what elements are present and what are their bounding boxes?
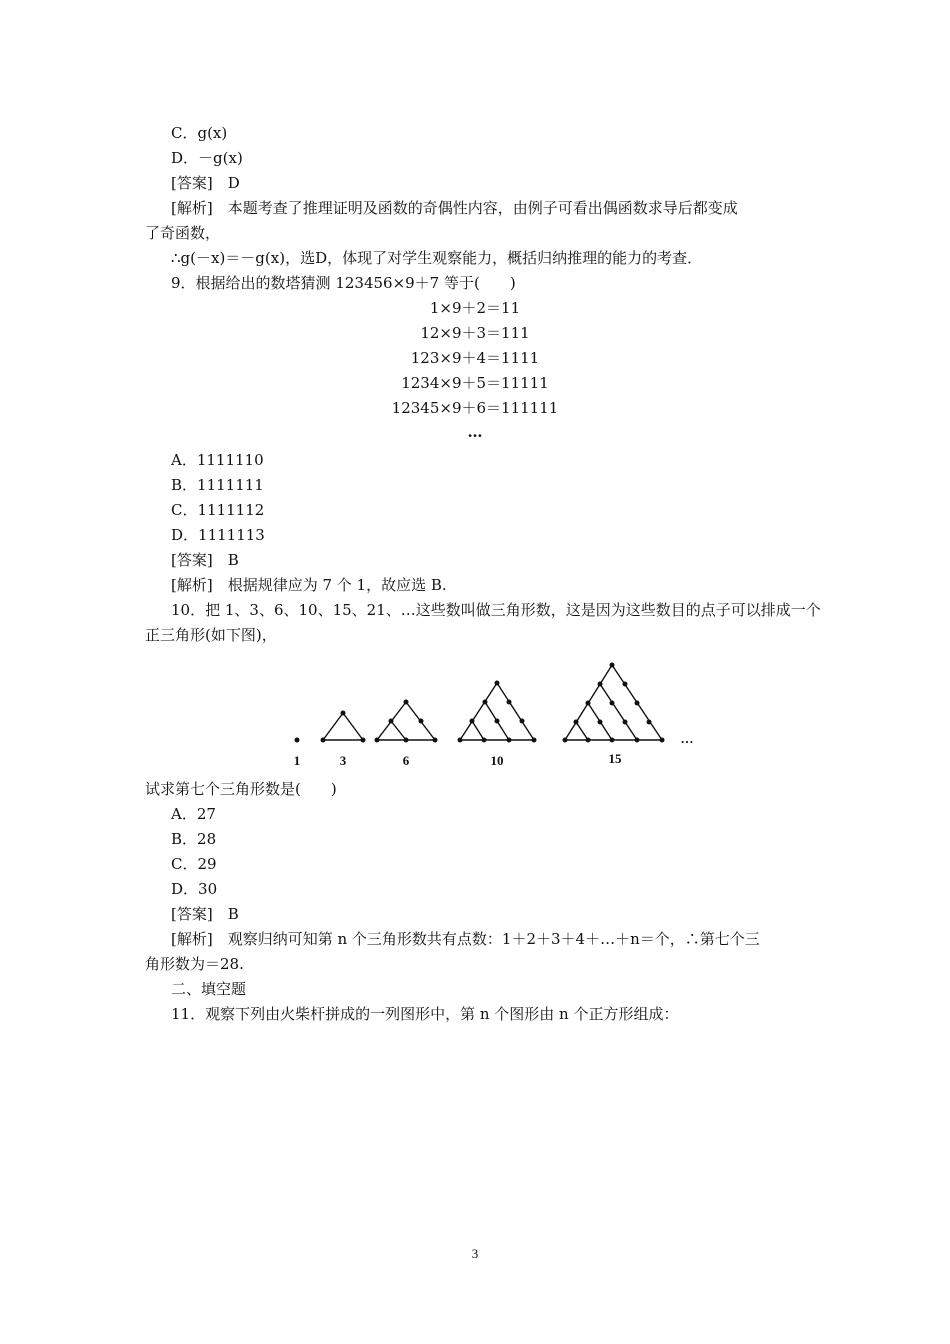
figure-label-1: 1: [293, 753, 301, 768]
q8-option-d: D．－g(x): [171, 149, 243, 167]
q10-option-b: B．28: [171, 830, 217, 848]
q10-option-a: A．27: [171, 805, 216, 823]
triangular-numbers-figure: [285, 655, 705, 770]
dot: [389, 719, 394, 724]
figure-ellipsis: …: [680, 731, 694, 746]
q9-stem: 9．根据给出的数塔猜测 123456×9＋7 等于( ): [171, 274, 516, 292]
q9-answer: [答案] B: [171, 551, 239, 569]
q9-option-d: D．1111113: [171, 526, 265, 544]
dot: [598, 720, 603, 725]
dot: [610, 701, 615, 706]
triangle-15-inner-line: [600, 684, 637, 740]
triangle-3-outline: [323, 713, 363, 740]
dot: [458, 738, 463, 743]
q10-option-d: D．30: [171, 880, 218, 898]
dot: [647, 720, 652, 725]
dot: [295, 738, 300, 743]
q9-tower-row: 1234×9＋5＝11111: [401, 374, 549, 392]
dot: [610, 738, 615, 743]
page-number: 3: [471, 1246, 479, 1261]
dot: [495, 719, 500, 724]
dot: [375, 738, 380, 743]
q9-option-c: C．1111112: [171, 501, 265, 519]
dot: [341, 711, 346, 716]
dot: [433, 738, 438, 743]
dot: [495, 681, 500, 686]
triangle-6-outline: [377, 702, 435, 740]
q10-option-c: C．29: [171, 855, 217, 873]
triangle-10-inner-line: [472, 721, 484, 740]
dot: [507, 738, 512, 743]
q9-option-a: A．1111110: [171, 451, 264, 469]
q9-tower-ellipsis: …: [467, 423, 483, 441]
dot: [610, 663, 615, 668]
q9-tower-row: 1×9＋2＝11: [429, 299, 521, 317]
dot: [470, 719, 475, 724]
figure-label-10: 10: [490, 753, 504, 768]
q10-analysis-line1: [解析] 观察归纳可知第 n 个三角形数共有点数：1＋2＋3＋4＋…＋n＝个，∴第七个三: [171, 930, 760, 948]
q9-tower-row: 12×9＋3＝111: [420, 324, 530, 342]
q10-stem-line2: 正三角形(如下图)，: [145, 626, 277, 644]
dot: [419, 719, 424, 724]
q10-stem-line1: 10．把 1、3、6、10、15、21、…这些数叫做三角形数，这是因为这些数目的点子可以排成一个: [171, 601, 821, 619]
figure-label-3: 3: [339, 753, 347, 768]
dot: [635, 701, 640, 706]
q8-option-c: C．g(x): [171, 124, 228, 142]
dot: [361, 738, 366, 743]
dot: [404, 700, 409, 705]
dot: [520, 719, 525, 724]
dot: [660, 738, 665, 743]
dot: [321, 738, 326, 743]
dot: [623, 720, 628, 725]
dot: [404, 738, 409, 743]
triangle-10-outline: [460, 683, 534, 740]
q8-answer: [答案] D: [171, 174, 240, 192]
triangle-6-inner-line: [391, 721, 406, 740]
q9-tower-row: 123×9＋4＝1111: [410, 349, 540, 367]
q9-tower-row: 12345×9＋6＝111111: [391, 399, 559, 417]
q8-analysis-line2: 了奇函数，: [145, 224, 221, 242]
dot: [532, 738, 537, 743]
q10-question: 试求第七个三角形数是( ): [145, 780, 337, 798]
dot: [507, 700, 512, 705]
q10-analysis-line2: 角形数为＝28.: [145, 955, 244, 973]
dot: [598, 682, 603, 687]
dot: [482, 738, 487, 743]
figure-label-15: 15: [608, 751, 622, 766]
q9-analysis: [解析] 根据规律应为 7 个 1，故应选 B.: [171, 576, 447, 594]
dot: [574, 720, 579, 725]
dot: [563, 738, 568, 743]
dot: [586, 738, 591, 743]
dot: [635, 738, 640, 743]
triangle-15-inner-line: [576, 722, 588, 740]
section-heading: 二、填空题: [171, 980, 247, 998]
dot: [483, 700, 488, 705]
q11-stem: 11．观察下列由火柴杆拼成的一列图形中，第 n 个图形由 n 个正方形组成：: [171, 1005, 679, 1023]
q10-answer: [答案] B: [171, 905, 239, 923]
dot: [623, 682, 628, 687]
dot: [586, 701, 591, 706]
q9-option-b: B．1111111: [171, 476, 264, 494]
figure-label-6: 6: [402, 753, 410, 768]
q8-analysis-line3: ∴g(－x)＝－g(x)，选D，体现了对学生观察能力，概括归纳推理的能力的考查．: [171, 249, 703, 267]
q8-analysis-line1: [解析] 本题考查了推理证明及函数的奇偶性内容，由例子可看出偶函数求导后都变成: [171, 199, 738, 217]
